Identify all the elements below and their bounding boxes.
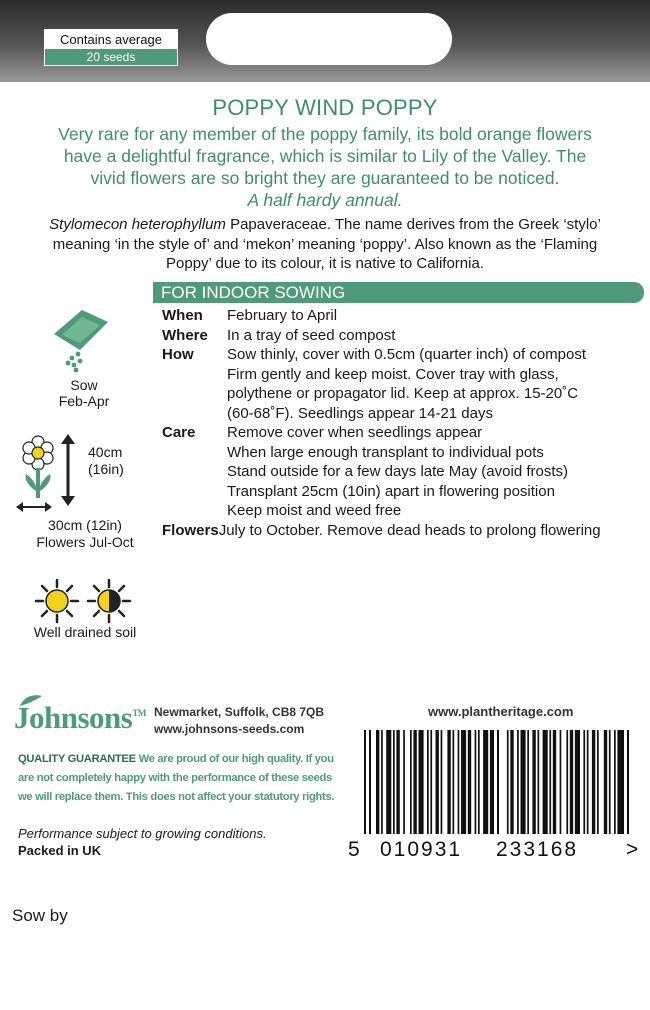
seed-count-line2: 20 seeds: [45, 49, 177, 65]
label-oval: [206, 13, 452, 65]
intro-line: have a delightful fragrance, which is similar to Lily of the Valley. The: [63, 146, 587, 166]
product-title: POPPY WIND POPPY: [212, 95, 438, 120]
barcode: [346, 730, 646, 864]
row-care: [162, 423, 646, 521]
care-label: Care: [162, 424, 196, 441]
sow-by-label: Sow by: [12, 906, 68, 925]
how-label: How: [162, 346, 194, 363]
trademark: TM: [132, 708, 146, 718]
full-sun-icon: [34, 578, 80, 624]
care-value: [227, 423, 646, 521]
care-line: Stand outside for a few days late May (avoid frosts): [227, 463, 568, 480]
plantheritage-website: www.plantheritage.com: [428, 704, 574, 719]
hardiness-text: A half hardy annual.: [247, 190, 403, 210]
barcode-digits-right: 233168: [496, 838, 579, 861]
performance-note: Performance subject to growing conditions.: [18, 826, 267, 841]
packed-in: Packed in UK: [18, 843, 102, 858]
intro-text: [18, 123, 632, 211]
barcode-end-mark: >: [626, 838, 639, 861]
soil-label: Well drained soil: [33, 624, 137, 640]
description-text: meaning ‘in the style of’ and ‘mekon’ meaning ‘poppy’. Also known as the ‘Flaming: [52, 235, 598, 253]
address: Newmarket, Suffolk, CB8 7QB: [154, 705, 325, 719]
intro-line: vivid flowers are so bright they are guaranteed to be noticed.: [90, 168, 560, 188]
spread-arrow-icon: [16, 500, 52, 514]
care-line: Transplant 25cm (10in) apart in flowering position: [227, 482, 555, 500]
seed-packet-icon: [52, 308, 110, 374]
row-flowers: [162, 521, 646, 541]
latin-name: Stylomecon heterophyllum: [49, 216, 226, 233]
intro-line: Very rare for any member of the poppy family, its bold orange flowers: [58, 124, 592, 144]
when-value: February to April: [227, 307, 338, 324]
how-line: (60-68˚F). Seedlings appear 14-21 days: [227, 404, 493, 422]
barcode-digits-left: 010931: [380, 838, 463, 861]
partial-shade-icon: [86, 578, 132, 624]
sowing-instructions: [162, 306, 646, 540]
guarantee-title: QUALITY GUARANTEE: [18, 753, 136, 765]
barcode-digit-first: 5: [348, 838, 360, 861]
johnsons-website: www.johnsons-seeds.com: [154, 722, 305, 736]
description-text: Papaveraceae. The name derives from the Greek ‘stylo’: [225, 216, 601, 233]
where-value: In a tray of seed compost: [227, 326, 396, 344]
where-label: Where: [162, 326, 208, 344]
seed-count-line1: Contains average: [45, 30, 177, 49]
how-line: Firm gently and keep moist. Cover tray with glass,: [227, 365, 559, 383]
row-where: [162, 326, 646, 346]
when-label: When: [162, 307, 203, 324]
description-text: Poppy’ due to its colour, it is native to California.: [166, 255, 484, 272]
care-line: Remove cover when seedlings appear: [227, 424, 483, 441]
sowing-header: FOR INDOOR SOWING: [153, 282, 644, 303]
how-line: Sow thinly, cover with 0.5cm (quarter inch) of compost: [227, 346, 587, 363]
sow-label: Sow Feb-Apr: [58, 377, 110, 409]
care-line: Keep moist and weed free: [227, 502, 402, 519]
how-value: [227, 345, 646, 423]
how-line: polythene or propagator lid. Keep at approx. 15-20˚C: [227, 385, 579, 402]
quality-guarantee: QUALITY GUARANTEE We are proud of our high quality. If you are not completely happy with the performance of these seeds we will replace them. This does not affect your statutory rights.: [18, 753, 335, 803]
johnsons-logo: Johnsons™: [14, 700, 146, 735]
flowers-value: July to October. Remove dead heads to prolong flowering: [218, 521, 601, 539]
seed-count-box: [44, 29, 178, 66]
description: [14, 215, 636, 274]
height-label: 40cm (16in): [88, 444, 124, 477]
flowers-label: Flowers: [162, 521, 219, 539]
spread-label: 30cm (12in) Flowers Jul-Oct: [36, 517, 134, 550]
row-how: [162, 345, 646, 423]
care-line: When large enough transplant to individual pots: [227, 443, 544, 461]
row-when: [162, 306, 646, 326]
